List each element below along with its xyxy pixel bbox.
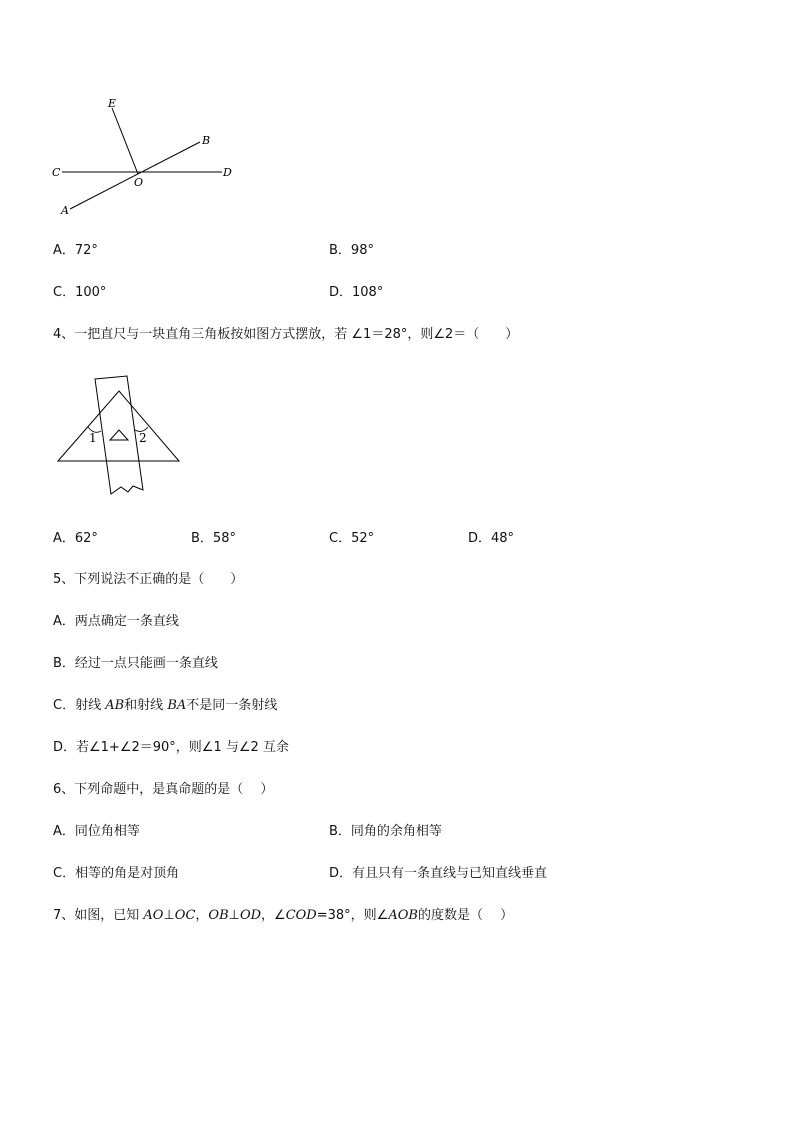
q4-option-a: A．62° <box>53 531 98 546</box>
q7-var-ao: AO <box>143 908 164 923</box>
q5-stem: 5、下列说法不正确的是（ ） <box>53 572 244 587</box>
q6-stem: 6、下列命题中，是真命题的是（ ） <box>53 782 274 797</box>
q5-option-c <box>53 697 277 715</box>
q5-option-a: A．两点确定一条直线 <box>53 614 179 629</box>
figure-intersecting-lines <box>48 92 248 222</box>
q7-text-4: ⊥ <box>228 908 240 923</box>
triangle-plate <box>58 391 179 461</box>
q5-c-text-3: 不是同一条射线 <box>186 698 278 713</box>
q3-option-c: C．100° <box>53 285 107 300</box>
q5-c-var-ab: AB <box>105 698 125 713</box>
label-a: A <box>61 204 69 217</box>
q5-c-text-1: C．射线 <box>53 698 106 713</box>
q4-option-b: B．58° <box>191 531 236 546</box>
q7-text-1: 7、如图，已知 <box>53 908 144 923</box>
q7-stem <box>53 907 513 925</box>
q6-option-a: A．同位角相等 <box>53 824 140 839</box>
q7-var-cod: COD <box>285 908 317 923</box>
q6-option-c: C．相等的角是对顶角 <box>53 866 180 881</box>
q7-text-5: ，∠ <box>261 908 286 923</box>
label-e: E <box>108 97 117 110</box>
q4-option-d: D．48° <box>468 531 515 546</box>
q3-option-d: D．108° <box>329 285 384 300</box>
q6-option-d: D．有且只有一条直线与已知直线垂直 <box>329 866 548 881</box>
q3-option-a: A．72° <box>53 243 98 258</box>
q6-option-b: B．同角的余角相等 <box>329 824 442 839</box>
label-c: C <box>52 166 61 179</box>
q4-stem: 4、一把直尺与一块直角三角板按如图方式摆放，若 ∠1＝28°，则∠2＝（ ） <box>53 327 519 342</box>
q7-text-3: ， <box>195 908 209 923</box>
ruler <box>95 376 143 494</box>
figure-ruler-triangle <box>52 372 187 500</box>
q3-option-b: B．98° <box>329 243 374 258</box>
q5-c-var-ba: BA <box>167 698 187 713</box>
q5-c-text-2: 和射线 <box>124 698 168 713</box>
q7-text-6: =38°，则∠ <box>316 908 389 923</box>
q7-var-aob: AOB <box>388 908 418 923</box>
q5-option-d: D．若∠1+∠2＝90°，则∠1 与∠2 互余 <box>53 740 289 755</box>
q7-text-2: ⊥ <box>163 908 175 923</box>
label-b: B <box>202 134 211 147</box>
angle2-label: 2 <box>139 431 147 445</box>
q7-var-oc: OC <box>174 908 196 923</box>
q7-var-ob: OB <box>208 908 229 923</box>
q7-var-od: OD <box>239 908 262 923</box>
q7-text-7: 的度数是（ ） <box>417 908 514 923</box>
label-d: D <box>223 166 232 179</box>
q4-option-c: C．52° <box>329 531 375 546</box>
angle1-label: 1 <box>89 431 97 445</box>
ray-oe <box>112 108 138 174</box>
q5-option-b: B．经过一点只能画一条直线 <box>53 656 218 671</box>
label-o: O <box>134 176 144 189</box>
inner-triangle <box>110 430 128 440</box>
